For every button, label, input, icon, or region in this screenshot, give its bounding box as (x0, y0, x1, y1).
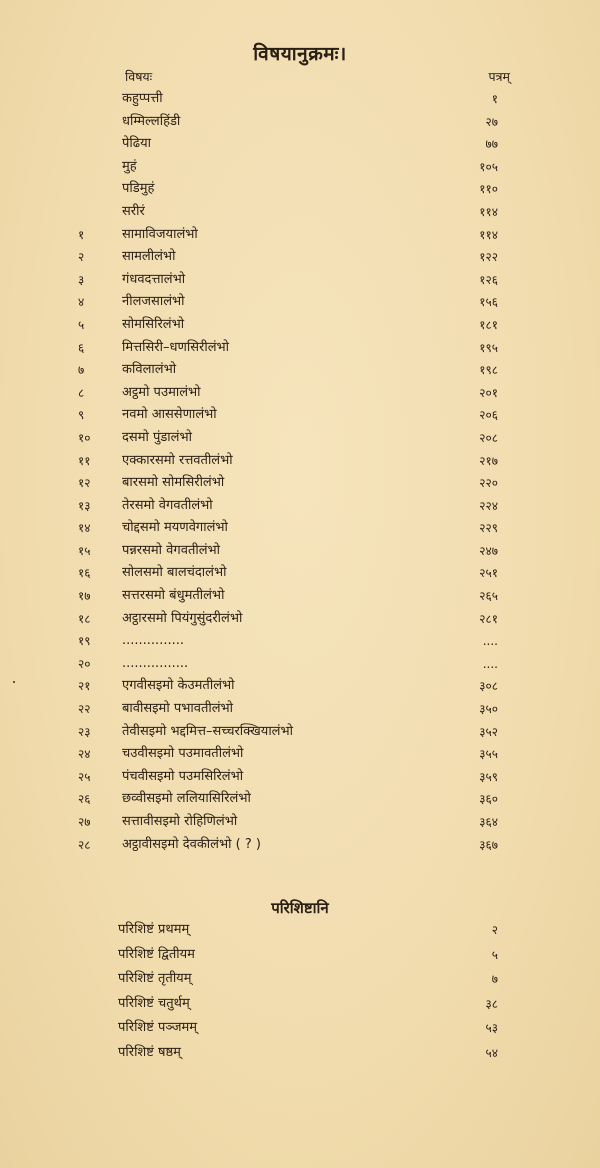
page-title: विषयानुक्रमः। (253, 43, 347, 65)
contents-entry (0, 291, 600, 314)
entry-title: छव्वीसइमो ललियासिरिलंभो (122, 791, 251, 807)
contents-entry (0, 585, 600, 608)
entry-page-number: १२२ (479, 250, 498, 265)
entry-title: सामलीलंभो (122, 249, 176, 265)
contents-entry (0, 472, 600, 495)
entry-number: १९ (78, 634, 91, 649)
column-header-page: पत्रम् (488, 69, 510, 84)
entry-number: ३ (78, 272, 85, 287)
entry-page-number: १ (491, 92, 498, 106)
entry-title: धम्मिल्लहिंडी (122, 113, 181, 129)
entry-number: २० (78, 656, 91, 671)
contents-entry (0, 111, 600, 134)
contents-entry (0, 562, 600, 585)
entry-page-number: २ (491, 923, 498, 937)
entry-number: २१ (78, 679, 91, 694)
entry-number: २ (78, 250, 85, 265)
contents-entry (0, 269, 600, 292)
entry-title: परिशिष्टं प्रथमम् (118, 922, 190, 937)
entry-page-number: १०५ (479, 159, 498, 174)
contents-entry (0, 608, 600, 631)
entry-title: परिशिष्टं पञ्जमम् (118, 1020, 198, 1036)
entry-title: ............... (122, 633, 184, 649)
entry-title: पन्नरसमो वेगवतीलंभो (122, 542, 221, 558)
entry-title: सामाविजयालंभो (122, 226, 198, 242)
contents-entry (0, 698, 600, 721)
contents-entry (0, 133, 600, 156)
entry-title: चोद्दसमो मयणवेगालंभो (122, 520, 228, 536)
contents-entry (0, 721, 600, 744)
entry-page-number: २४७ (479, 543, 498, 558)
contents-entry (0, 766, 600, 789)
entry-page-number: ३६७ (479, 837, 498, 852)
entry-page-number: ३५५ (479, 747, 498, 762)
entry-page-number: २०८ (479, 430, 498, 445)
entry-title: परिशिष्टं चतुर्थम् (118, 995, 190, 1011)
entry-number: १ (78, 227, 85, 242)
entry-page-number: १२६ (479, 272, 498, 287)
entry-page-number: २२० (479, 476, 498, 491)
entry-title: मित्तसिरी–धणसिरीलंभो (122, 339, 230, 355)
entry-number: १३ (78, 498, 91, 513)
contents-entry (0, 337, 600, 360)
entry-page-number: २५१ (479, 566, 498, 581)
entry-number: २७ (78, 815, 91, 829)
entry-number: २५ (78, 769, 91, 784)
ink-speck (13, 681, 15, 683)
entry-title: नीलजसालंभो (122, 294, 185, 310)
contents-entry (0, 540, 600, 563)
entry-title: पडिमुहं (122, 181, 155, 197)
entry-page-number: २८१ (479, 611, 498, 626)
entry-title: पेढिया (122, 136, 151, 152)
entry-number: ६ (78, 340, 85, 355)
entry-title: अट्ठमो पउमालंभो (122, 384, 201, 400)
entry-page-number: २६५ (479, 589, 498, 604)
entry-page-number: ३८ (485, 996, 498, 1011)
entry-page-number: २०१ (479, 385, 498, 400)
entry-number: २८ (78, 837, 91, 852)
contents-entry (0, 314, 600, 337)
entry-title: मुहं (122, 158, 137, 174)
entry-title: दसमो पुंडालंभो (122, 429, 192, 445)
entry-page-number: २२४ (479, 498, 498, 513)
contents-entry (0, 788, 600, 811)
contents-entry (0, 517, 600, 540)
contents-entry (0, 743, 600, 766)
entry-page-number: ११० (479, 182, 498, 197)
entry-number: २४ (78, 747, 91, 762)
contents-entry (0, 967, 600, 992)
entry-page-number: ३५९ (479, 769, 498, 784)
entry-number: ७ (78, 363, 85, 378)
entry-title: चउवीसइमो पउमावतीलंभो (122, 746, 244, 762)
column-header-subject: विषयः (125, 69, 153, 84)
entry-page-number: ३६४ (479, 815, 498, 829)
entry-number: १२ (78, 476, 91, 491)
entry-page-number: २७ (485, 114, 498, 129)
entry-number: १५ (78, 543, 91, 558)
entry-title: नवमो आससेणालंभो (122, 407, 217, 423)
entry-number: १४ (78, 521, 91, 536)
entry-page-number: .... (482, 656, 498, 671)
entry-page-number: ३०८ (479, 679, 498, 694)
contents-entry (0, 675, 600, 698)
entry-page-number: १८१ (479, 317, 498, 332)
contents-entry (0, 178, 600, 201)
entry-page-number: ७७ (485, 137, 498, 152)
entry-title: बावीसइमो पभावतीलंभो (122, 701, 234, 717)
contents-entry (0, 404, 600, 427)
contents-entry (0, 653, 600, 676)
entry-title: सत्तावीसइमो रोहिणिलंभो (122, 814, 238, 829)
entry-number: १० (78, 430, 91, 445)
entry-title: ................ (122, 655, 189, 671)
entry-title: तेवीसइमो भद्दमित्त–सच्चरक्खियालंभो (122, 723, 294, 739)
entry-title: कविलालंभो (122, 362, 177, 378)
entry-number: ८ (78, 385, 85, 400)
contents-entry (0, 88, 600, 111)
entry-page-number: ५ (491, 947, 498, 962)
entry-title: सत्तरसमो बंधुमतीलंभो (122, 588, 225, 604)
entry-number: १७ (78, 589, 91, 604)
entry-title: सोमसिरिलंभो (122, 316, 185, 332)
entry-title: एगवीसइमो केउमतीलंभो (122, 678, 235, 694)
entry-page-number: .... (482, 634, 498, 649)
entry-title: परिशिष्टं तृतीयम् (118, 971, 192, 987)
entry-page-number: १९८ (479, 363, 498, 378)
contents-entry (0, 943, 600, 968)
entry-title: गंधवदत्तालंभो (122, 271, 186, 287)
contents-entry (0, 811, 600, 834)
entry-page-number: ११४ (479, 204, 498, 219)
contents-entry (0, 246, 600, 269)
contents-entry (0, 359, 600, 382)
entry-title: परिशिष्टं षष्ठम् (118, 1044, 181, 1060)
entry-title: पंचवीसइमो पउमसिरिलंभो (122, 768, 244, 784)
entry-page-number: १९५ (479, 340, 498, 355)
entry-page-number: १५६ (479, 295, 498, 310)
appendix-heading: परिशिष्टानि (271, 899, 329, 917)
entry-page-number: ३५० (479, 702, 498, 717)
contents-entry (0, 495, 600, 518)
entry-title: अट्ठावीसइमो देवकीलंभो ( ? ) (122, 836, 261, 852)
entry-number: ११ (78, 453, 91, 468)
contents-entry (0, 1016, 600, 1041)
entry-page-number: ७ (491, 972, 498, 987)
entry-page-number: ५४ (485, 1045, 498, 1060)
entry-number: ५ (78, 317, 85, 332)
entry-title: बारसमो सोमसिरीलंभो (122, 475, 225, 491)
entry-title: एक्कारसमो रत्तवतीलंभो (122, 452, 233, 468)
entry-page-number: ११४ (479, 227, 498, 242)
contents-entry (0, 630, 600, 653)
entry-page-number: ३६० (479, 792, 498, 807)
entry-number: ४ (78, 295, 85, 310)
entry-title: सोलसमो बालचंदालंभो (122, 565, 227, 581)
entry-title: परिशिष्टं द्वितीयम (118, 946, 195, 962)
appendix-list (0, 918, 600, 1066)
entry-title: सरीरं (122, 203, 145, 219)
entry-number: २३ (78, 724, 91, 739)
contents-entry (0, 382, 600, 405)
entry-title: तेरसमो वेगवतीलंभो (122, 497, 213, 513)
contents-entry (0, 156, 600, 179)
contents-list (0, 88, 600, 856)
contents-entry (0, 834, 600, 857)
entry-title: कहुप्पत्ती (122, 91, 163, 106)
contents-entry (0, 224, 600, 247)
entry-title: अट्ठारसमो पियंगुसुंदरीलंभो (122, 610, 243, 626)
contents-entry (0, 992, 600, 1017)
contents-entry (0, 918, 600, 943)
contents-entry (0, 427, 600, 450)
entry-page-number: २२९ (479, 521, 498, 536)
entry-page-number: ३५२ (479, 724, 498, 739)
entry-number: १६ (78, 566, 91, 581)
contents-entry (0, 201, 600, 224)
contents-entry (0, 1041, 600, 1066)
contents-entry (0, 450, 600, 473)
entry-page-number: २०६ (479, 408, 498, 423)
entry-number: १८ (78, 611, 91, 626)
entry-page-number: २१७ (479, 453, 498, 468)
entry-number: २६ (78, 792, 91, 807)
entry-page-number: ५३ (485, 1021, 498, 1036)
entry-number: २२ (78, 702, 91, 717)
entry-number: ९ (78, 408, 85, 423)
